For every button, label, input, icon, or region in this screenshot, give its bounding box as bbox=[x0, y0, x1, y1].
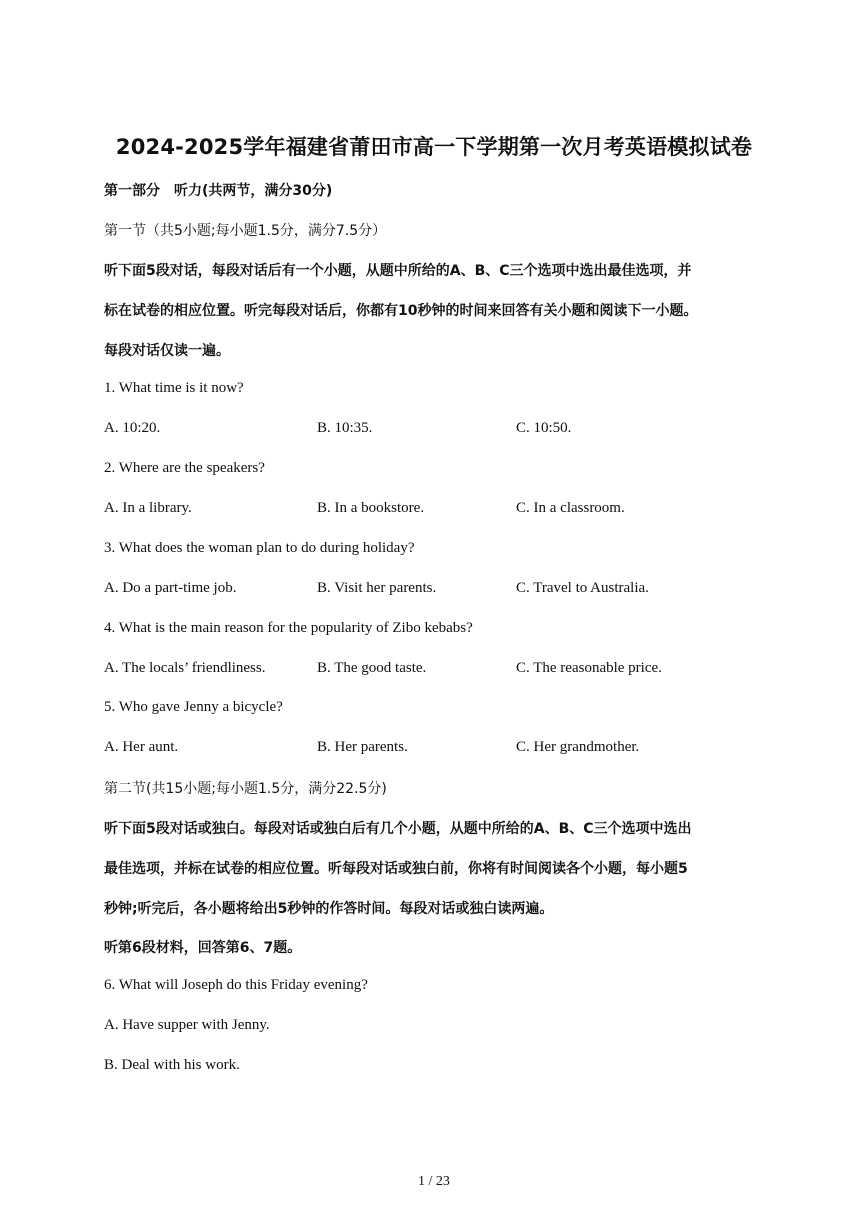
question-5-option-a: A. Her aunt. bbox=[104, 739, 179, 755]
question-2-option-c: C. In a classroom. bbox=[516, 500, 625, 516]
question-1-option-b: B. 10:35. bbox=[317, 420, 373, 436]
question-4-stem: 4. What is the main reason for the popularity of Zibo kebabs? bbox=[104, 620, 473, 636]
question-4-option-c: C. The reasonable price. bbox=[516, 660, 662, 676]
question-5-option-c: C. Her grandmother. bbox=[516, 739, 640, 755]
question-3-option-c: C. Travel to Australia. bbox=[516, 580, 649, 596]
page-number: 1 / 23 bbox=[418, 1174, 450, 1189]
material-6-heading: 听第6段材料，回答第6、7题。 bbox=[104, 940, 302, 956]
question-5-options bbox=[104, 739, 804, 759]
question-4-option-b: B. The good taste. bbox=[317, 660, 427, 676]
question-2-option-b: B. In a bookstore. bbox=[317, 500, 425, 516]
question-3-options bbox=[104, 580, 804, 600]
section1-instruction-line-1: 听下面5段对话，每段对话后有一个小题，从题中所给的A、B、C三个选项中选出最佳选项，并 bbox=[104, 263, 692, 279]
exam-title: 2024-2025学年福建省莆田市高一下学期第一次月考英语模拟试卷 bbox=[115, 135, 753, 159]
section2-instruction-line-3: 秒钟;听完后，各小题将给出5秒钟的作答时间。每段对话或独白读两遍。 bbox=[104, 901, 554, 917]
section2-heading: 第二节(共15小题;每小题1.5分，满分22.5分) bbox=[104, 781, 387, 797]
section2-instruction-line-2: 最佳选项，并标在试卷的相应位置。听每段对话或独白前，你将有时间阅读各个小题，每小题5 bbox=[104, 861, 688, 877]
section1-instruction-line-3: 每段对话仅读一遍。 bbox=[104, 343, 230, 359]
question-3-stem: 3. What does the woman plan to do during holiday? bbox=[104, 540, 415, 556]
question-1-option-a: A. 10:20. bbox=[104, 420, 161, 436]
part1-heading: 第一部分 听力(共两节，满分30分) bbox=[104, 183, 333, 199]
section2-instruction-line-1: 听下面5段对话或独白。每段对话或独白后有几个小题，从题中所给的A、B、C三个选项中选出 bbox=[104, 821, 692, 837]
question-2-option-a: A. In a library. bbox=[104, 500, 192, 516]
question-1-option-c: C. 10:50. bbox=[516, 420, 572, 436]
question-1-options bbox=[104, 420, 804, 440]
question-2-options bbox=[104, 500, 804, 520]
question-3-option-b: B. Visit her parents. bbox=[317, 580, 437, 596]
question-4-options bbox=[104, 660, 804, 680]
question-6-option-b: B. Deal with his work. bbox=[104, 1057, 240, 1073]
question-4-option-a: A. The locals’ friendliness. bbox=[104, 660, 266, 676]
section1-heading: 第一节（共5小题;每小题1.5分，满分7.5分） bbox=[104, 223, 387, 239]
question-5-stem: 5. Who gave Jenny a bicycle? bbox=[104, 699, 283, 715]
question-3-option-a: A. Do a part-time job. bbox=[104, 580, 237, 596]
section1-instruction-line-2: 标在试卷的相应位置。听完每段对话后，你都有10秒钟的时间来回答有关小题和阅读下一小题。 bbox=[104, 303, 698, 319]
question-5-option-b: B. Her parents. bbox=[317, 739, 408, 755]
question-2-stem: 2. Where are the speakers? bbox=[104, 460, 265, 476]
question-6-option-a: A. Have supper with Jenny. bbox=[104, 1017, 270, 1033]
question-6-stem: 6. What will Joseph do this Friday evening? bbox=[104, 977, 368, 993]
question-1-stem: 1. What time is it now? bbox=[104, 380, 244, 396]
